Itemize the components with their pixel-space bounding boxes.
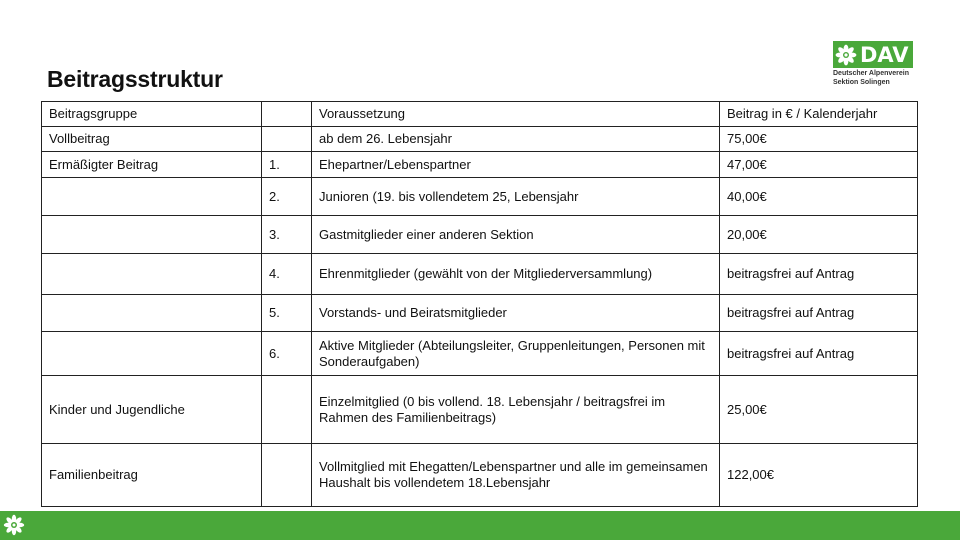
table-cell: beitragsfrei auf Antrag bbox=[720, 254, 918, 295]
table-cell: 4. bbox=[262, 254, 312, 295]
page-title: Beitragsstruktur bbox=[47, 66, 223, 92]
table-cell: Ermäßigter Beitrag bbox=[42, 152, 262, 178]
edelweiss-icon bbox=[3, 514, 25, 536]
table-row bbox=[42, 376, 918, 444]
table-cell: Vollmitglied mit Ehegatten/Lebenspartner und alle im gemeinsamen Haushalt bis vollendetem 18.Lebensjahr bbox=[312, 444, 720, 507]
table-cell: Ehepartner/Lebenspartner bbox=[312, 152, 720, 178]
table-cell: 3. bbox=[262, 216, 312, 254]
fee-table bbox=[41, 101, 918, 507]
table-row bbox=[42, 254, 918, 295]
table-cell: 75,00€ bbox=[720, 127, 918, 152]
table-cell: 40,00€ bbox=[720, 178, 918, 216]
table-row bbox=[42, 295, 918, 332]
table-row bbox=[42, 332, 918, 376]
table-row bbox=[42, 152, 918, 178]
logo-line2: Sektion Solingen bbox=[833, 78, 890, 86]
table-row bbox=[42, 444, 918, 507]
table-row bbox=[42, 178, 918, 216]
table-header-row bbox=[42, 102, 918, 127]
table-cell bbox=[42, 254, 262, 295]
table-row bbox=[42, 127, 918, 152]
table-cell bbox=[262, 376, 312, 444]
table-cell: Vorstands- und Beiratsmitglieder bbox=[312, 295, 720, 332]
table-cell: Aktive Mitglieder (Abteilungsleiter, Gruppenleitungen, Personen mit Sonderaufgaben) bbox=[312, 332, 720, 376]
header-cell: Beitrag in € / Kalenderjahr bbox=[720, 102, 918, 127]
header-cell: Voraussetzung bbox=[312, 102, 720, 127]
table-cell: ab dem 26. Lebensjahr bbox=[312, 127, 720, 152]
table-cell: Einzelmitglied (0 bis vollend. 18. Lebensjahr / beitragsfrei im Rahmen des Familienbeitrags) bbox=[312, 376, 720, 444]
dav-logo bbox=[833, 41, 917, 89]
table-cell: beitragsfrei auf Antrag bbox=[720, 295, 918, 332]
table-cell: beitragsfrei auf Antrag bbox=[720, 332, 918, 376]
table-cell: 20,00€ bbox=[720, 216, 918, 254]
table-cell: Kinder und Jugendliche bbox=[42, 376, 262, 444]
table-cell bbox=[42, 178, 262, 216]
header-cell: Beitragsgruppe bbox=[42, 102, 262, 127]
table-cell: 5. bbox=[262, 295, 312, 332]
table-cell: 122,00€ bbox=[720, 444, 918, 507]
table-cell bbox=[42, 295, 262, 332]
table-cell: 25,00€ bbox=[720, 376, 918, 444]
table-cell: Gastmitglieder einer anderen Sektion bbox=[312, 216, 720, 254]
logo-wordmark: DAV bbox=[860, 42, 909, 67]
table-cell bbox=[42, 332, 262, 376]
table-cell bbox=[262, 127, 312, 152]
table-cell: 6. bbox=[262, 332, 312, 376]
footer-bar bbox=[0, 511, 960, 540]
table-cell: 47,00€ bbox=[720, 152, 918, 178]
table-cell: Junioren (19. bis vollendetem 25, Lebensjahr bbox=[312, 178, 720, 216]
table-cell: Ehrenmitglieder (gewählt von der Mitgliederversammlung) bbox=[312, 254, 720, 295]
table-cell: Vollbeitrag bbox=[42, 127, 262, 152]
logo-badge bbox=[833, 41, 913, 68]
table-cell bbox=[262, 444, 312, 507]
header-cell bbox=[262, 102, 312, 127]
logo-line1: Deutscher Alpenverein bbox=[833, 70, 909, 77]
table-cell: 1. bbox=[262, 152, 312, 178]
edelweiss-icon bbox=[835, 44, 857, 66]
table-row bbox=[42, 216, 918, 254]
table-cell bbox=[42, 216, 262, 254]
table-cell: Familienbeitrag bbox=[42, 444, 262, 507]
table-cell: 2. bbox=[262, 178, 312, 216]
logo-subtitle bbox=[833, 70, 923, 87]
